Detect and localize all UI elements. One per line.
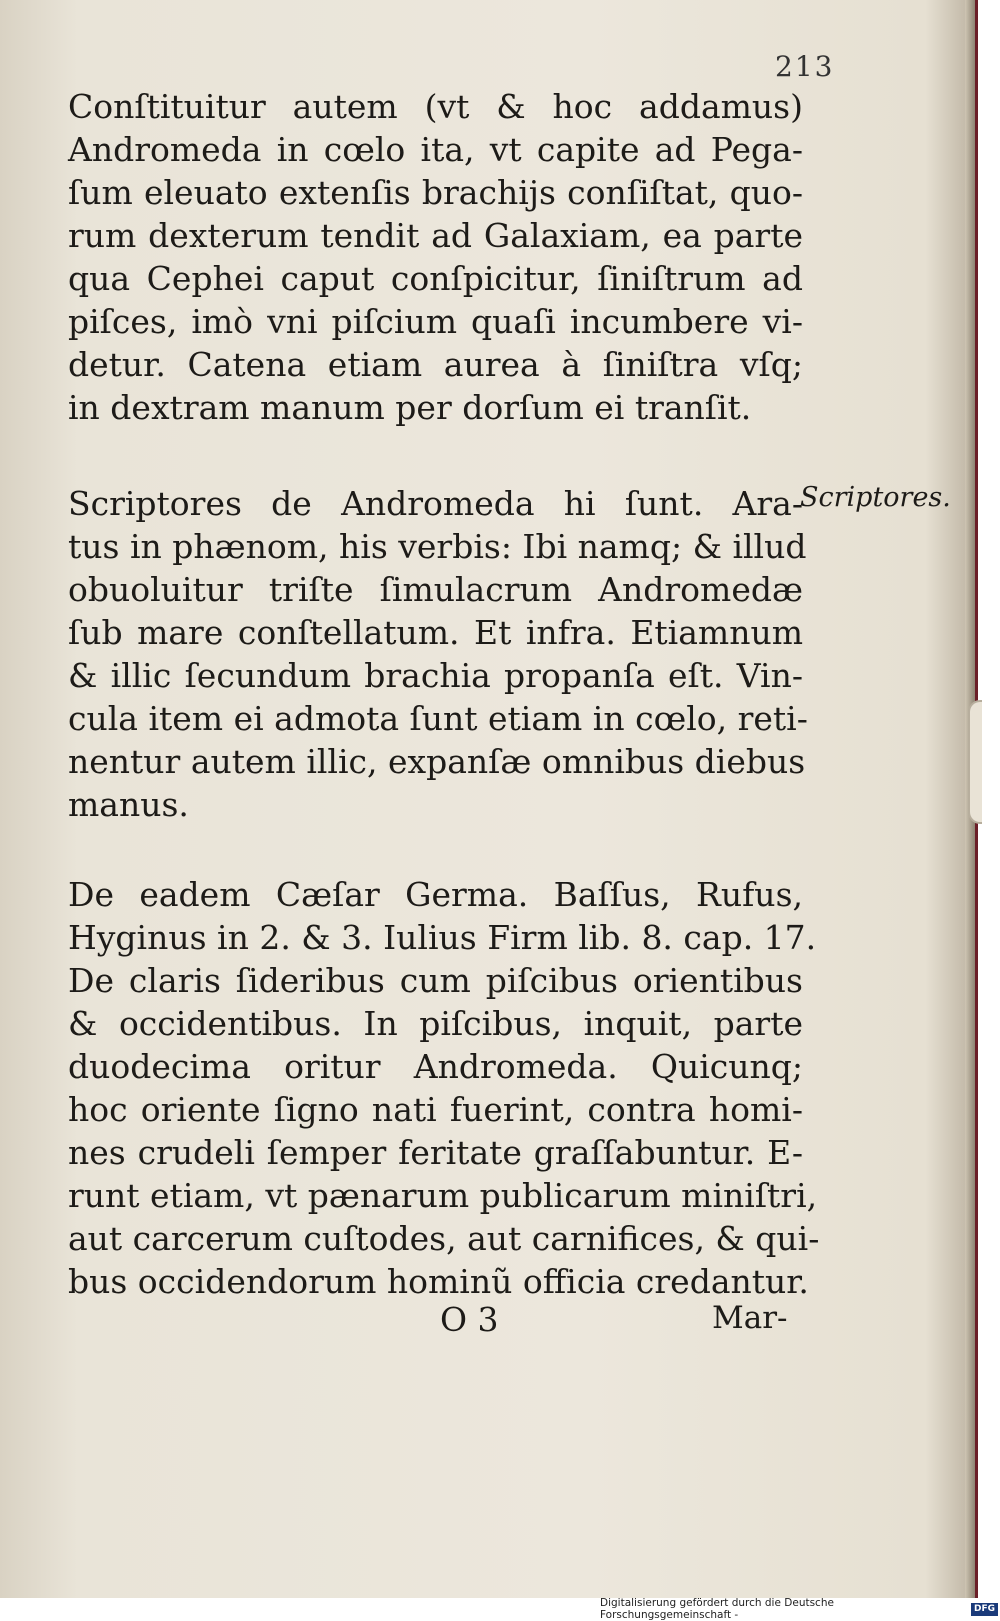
text-line: nentur autem illic, expanſæ omnibus diebus <box>68 742 806 781</box>
text-line: in dextram manum per dorſum ei tranſit. <box>68 388 752 427</box>
text-line: Andromeda in cœlo ita, vt capite ad Pega- <box>68 130 803 169</box>
text-line: De claris ſideribus cum piſcibus orientibus <box>68 961 803 1000</box>
text-line: detur. Catena etiam aurea à ſiniſtra vſq; <box>68 345 803 384</box>
text-line: manus. <box>68 785 189 824</box>
text-line: duodecima oritur Andromeda. Quicunq; <box>68 1047 803 1086</box>
digitization-footer <box>600 1597 998 1621</box>
text-line: runt etiam, vt pænarum publicarum miniſtri, <box>68 1176 818 1215</box>
footer-text: Digitalisierung gefördert durch die Deutsche Forschungsgemeinschaft - <box>600 1597 834 1621</box>
text-line: De eadem Cæſar Germa. Baſſus, Rufus, <box>68 875 803 914</box>
text-line: ſub mare conſtellatum. Et infra. Etiamnum <box>68 613 803 652</box>
text-line: Hyginus in 2. & 3. Iulius Firm lib. 8. cap. 17. <box>68 918 817 957</box>
text-line: bus occidendorum hominũ officia credantur. <box>68 1262 809 1301</box>
text-line: rum dexterum tendit ad Galaxiam, ea parte <box>68 216 803 255</box>
text-line: qua Cephei caput conſpicitur, ſiniſtrum ad <box>68 259 803 298</box>
page-tab <box>968 700 982 824</box>
catchword: Mar- <box>712 1300 788 1336</box>
signature-mark: O 3 <box>440 1300 499 1339</box>
text-line: nes crudeli ſemper feritate graſſabuntur. E- <box>68 1133 803 1172</box>
text-line: aut carcerum cuſtodes, aut carnifices, & qui- <box>68 1219 820 1258</box>
text-line: cula item ei admota ſunt etiam in cœlo, reti- <box>68 699 808 738</box>
paragraph-2 <box>68 482 808 826</box>
text-line: obuoluitur triſte ſimulacrum Andromedæ <box>68 570 803 609</box>
page-number: 213 <box>775 50 835 83</box>
text-line: Conſtituitur autem (vt & hoc addamus) <box>68 87 803 126</box>
text-line: hoc oriente ſigno nati fuerint, contra homi- <box>68 1090 803 1129</box>
text-line: & occidentibus. In piſcibus, inquit, parte <box>68 1004 803 1043</box>
text-line: piſces, imò vni piſcium quaſi incumbere vi- <box>68 302 803 341</box>
paragraph-1 <box>68 85 803 429</box>
marginal-note: Scriptores. <box>800 482 951 513</box>
dfg-logo: DFG <box>971 1603 998 1616</box>
paragraph-3 <box>68 873 820 1303</box>
text-line: ſum eleuato extenſis brachijs conſiſtat, quo- <box>68 173 803 212</box>
text-line: & illic ſecundum brachia propanſa eſt. Vin- <box>68 656 803 695</box>
text-line: tus in phænom, his verbis: Ibi namq; & illud <box>68 527 807 566</box>
text-line: Scriptores de Andromeda hi ſunt. Ara- <box>68 484 803 523</box>
